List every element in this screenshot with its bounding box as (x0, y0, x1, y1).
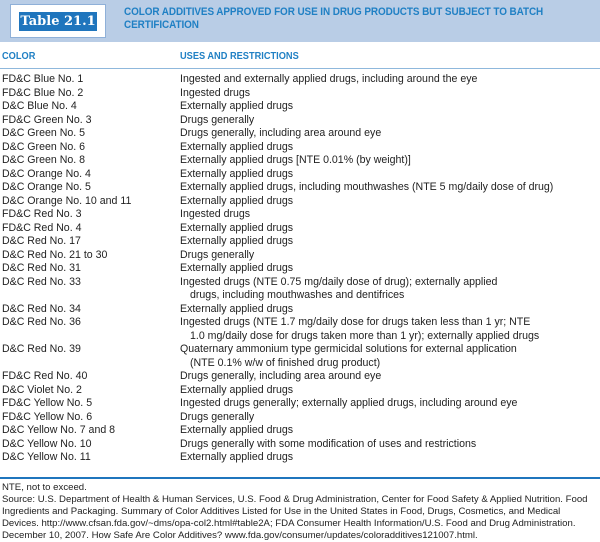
column-header-color: COLOR (2, 50, 36, 62)
color-cell: D&C Red No. 39 (2, 343, 81, 355)
uses-line: Ingested drugs (180, 86, 251, 99)
source-note: Source: U.S. Department of Health & Human Services, U.S. Food & Drug Administration, Center for Food Safety & Applied Nutrition. Food Ingredients and Packaging. Summary of Color Additives Listed for Use in the United States in Food, Drugs, Cosmetics, and Medical Devices. http://www.cfsan.fda.gov/~dms/opa-col2.html#table2A; FDA Consumer Health Information/U.S. Food and Drug Administration. December 10, 2007. How Safe Are Color Additives? www.fda.gov/consumer/updates/coloradditives121007.html. (2, 494, 588, 541)
table-row (0, 262, 600, 276)
table-row (0, 222, 600, 236)
uses-cell (180, 114, 600, 128)
uses-cell (180, 262, 600, 276)
uses-cell (180, 438, 600, 452)
uses-line: Drugs generally (180, 248, 255, 261)
color-cell: D&C Red No. 34 (2, 302, 81, 315)
table-label-box (10, 4, 106, 38)
color-cell: D&C Yellow No. 10 (2, 437, 92, 450)
uses-cell (180, 100, 600, 114)
table-row (0, 411, 600, 425)
uses-line: Externally applied drugs, including mouthwashes (NTE 5 mg/daily dose of drug) (180, 181, 554, 193)
uses-continuation-line: 1.0 mg/daily dose for drugs taken more than 1 yr); externally applied drugs (190, 329, 540, 342)
uses-line: Externally applied drugs (180, 424, 294, 436)
table-row (0, 195, 600, 209)
color-cell: D&C Red No. 33 (2, 275, 81, 288)
table-row (0, 451, 600, 465)
table-title: COLOR ADDITIVES APPROVED FOR USE IN DRUG PRODUCTS BUT SUBJECT TO BATCH CERTIFICATION (124, 6, 544, 31)
uses-cell (180, 451, 600, 465)
color-cell: D&C Green No. 5 (2, 127, 86, 139)
uses-cell (180, 411, 600, 425)
color-cell: FD&C Blue No. 1 (2, 73, 84, 85)
uses-cell (180, 370, 600, 384)
color-cell: FD&C Yellow No. 5 (2, 397, 93, 409)
uses-cell (180, 181, 600, 195)
uses-line: Externally applied drugs (180, 167, 294, 180)
uses-line: Quaternary ammonium type germicidal solutions for external application (180, 343, 517, 355)
table-row (0, 438, 600, 452)
abbreviation-note: NTE, not to exceed. (2, 482, 87, 493)
table-row (0, 168, 600, 182)
table-row (0, 276, 600, 303)
table-row (0, 397, 600, 411)
uses-line: Ingested drugs (180, 208, 251, 220)
table-notes (2, 482, 598, 542)
color-cell: FD&C Red No. 3 (2, 208, 82, 220)
uses-cell (180, 343, 600, 370)
color-cell: D&C Yellow No. 7 and 8 (2, 424, 116, 436)
table-row (0, 249, 600, 263)
uses-cell (180, 316, 600, 343)
table-row (0, 154, 600, 168)
table-row (0, 235, 600, 249)
table-row (0, 100, 600, 114)
uses-cell (180, 168, 600, 182)
table-row (0, 181, 600, 195)
uses-line: Externally applied drugs (180, 262, 294, 274)
uses-cell (180, 249, 600, 263)
uses-cell (180, 195, 600, 209)
uses-line: Drugs generally, including area around eye (180, 370, 382, 382)
table-row (0, 384, 600, 398)
table-row (0, 316, 600, 343)
uses-cell (180, 141, 600, 155)
color-cell: FD&C Yellow No. 6 (2, 410, 93, 423)
color-cell: D&C Red No. 31 (2, 262, 81, 274)
table-body (0, 73, 600, 465)
uses-line: Externally applied drugs (180, 302, 294, 315)
table-row (0, 343, 600, 370)
uses-line: Drugs generally (180, 113, 255, 126)
uses-line: Ingested and externally applied drugs, including around the eye (180, 73, 478, 85)
color-cell: D&C Green No. 8 (2, 154, 86, 166)
table-number-label: Table 21.1 (20, 14, 96, 29)
color-cell: D&C Red No. 17 (2, 235, 81, 247)
uses-cell (180, 276, 600, 303)
color-cell: D&C Green No. 6 (2, 140, 86, 153)
table-row (0, 303, 600, 317)
color-cell: D&C Orange No. 10 and 11 (2, 194, 132, 207)
color-cell: FD&C Blue No. 2 (2, 86, 84, 99)
table-row (0, 87, 600, 101)
color-cell: D&C Yellow No. 11 (2, 451, 91, 463)
uses-cell (180, 208, 600, 222)
color-cell: FD&C Green No. 3 (2, 113, 92, 126)
uses-cell (180, 303, 600, 317)
color-cell: FD&C Red No. 4 (2, 221, 82, 234)
color-cell: D&C Violet No. 2 (2, 383, 82, 396)
uses-cell (180, 127, 600, 141)
table-row (0, 73, 600, 87)
table-row (0, 127, 600, 141)
color-cell: D&C Red No. 36 (2, 316, 81, 328)
uses-cell (180, 222, 600, 236)
uses-cell (180, 235, 600, 249)
uses-line: Ingested drugs generally; externally applied drugs, including around eye (180, 397, 518, 409)
table-row (0, 114, 600, 128)
uses-line: Externally applied drugs (180, 235, 294, 247)
table-row (0, 370, 600, 384)
color-cell: D&C Orange No. 4 (2, 167, 91, 180)
uses-cell (180, 87, 600, 101)
uses-cell (180, 384, 600, 398)
uses-line: Ingested drugs (NTE 0.75 mg/daily dose of drug); externally applied (180, 275, 498, 288)
table-row (0, 424, 600, 438)
uses-line: Externally applied drugs (180, 140, 294, 153)
uses-line: Drugs generally, including area around eye (180, 127, 382, 139)
footer-divider (0, 477, 600, 479)
column-header-uses: USES AND RESTRICTIONS (180, 50, 299, 62)
uses-continuation-line: (NTE 0.1% w/w of finished drug product) (190, 356, 381, 369)
uses-cell (180, 154, 600, 168)
color-cell: D&C Orange No. 5 (2, 181, 91, 193)
uses-cell (180, 73, 600, 87)
color-cell: FD&C Red No. 40 (2, 370, 88, 382)
uses-line: Externally applied drugs [NTE 0.01% (by weight)] (180, 154, 411, 166)
color-cell: D&C Red No. 21 to 30 (2, 248, 108, 261)
uses-line: Ingested drugs (NTE 1.7 mg/daily dose for drugs taken less than 1 yr; NTE (180, 316, 531, 328)
uses-line: Externally applied drugs (180, 194, 294, 207)
uses-line: Externally applied drugs (180, 383, 294, 396)
uses-line: Drugs generally (180, 410, 255, 423)
uses-line: Externally applied drugs (180, 221, 294, 234)
uses-continuation-line: drugs, including mouthwashes and dentifrices (190, 289, 405, 301)
table-row (0, 208, 600, 222)
uses-cell (180, 397, 600, 411)
header-divider (0, 68, 600, 69)
color-cell: D&C Blue No. 4 (2, 100, 77, 112)
uses-line: Externally applied drugs (180, 100, 294, 112)
uses-line: Externally applied drugs (180, 451, 294, 463)
table-row (0, 141, 600, 155)
uses-cell (180, 424, 600, 438)
uses-line: Drugs generally with some modification of uses and restrictions (180, 437, 477, 450)
